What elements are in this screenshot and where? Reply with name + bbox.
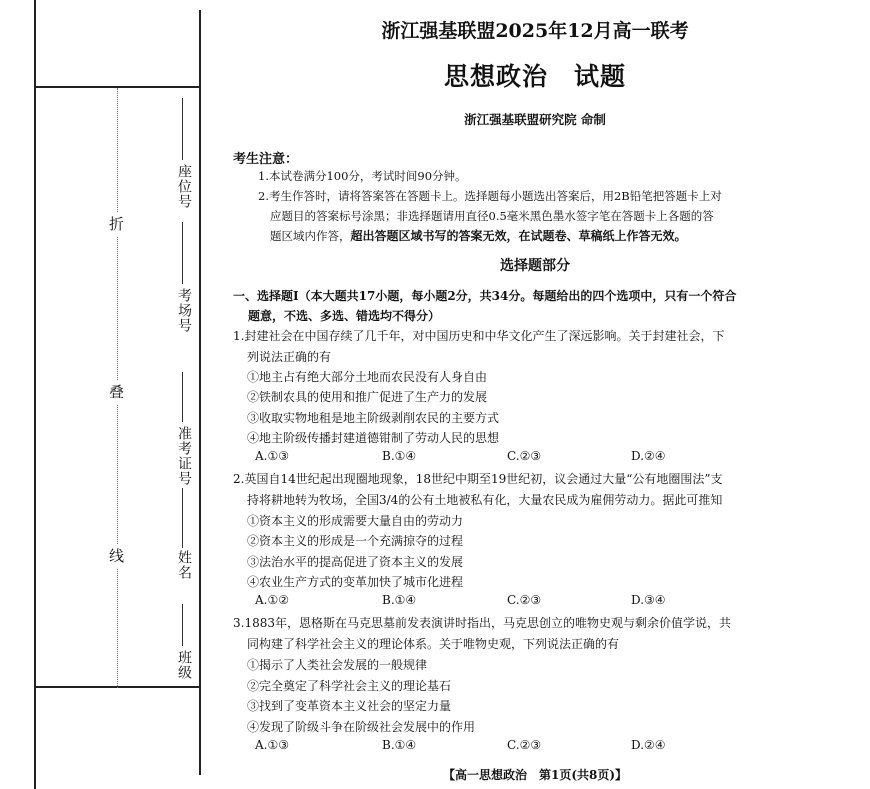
class-line — [182, 604, 183, 646]
question-2-choice-c: C.②③ — [507, 593, 542, 607]
binding-strip — [0, 0, 200, 789]
exam-room-line — [182, 222, 183, 284]
question-3-line-2: 同构建了科学社会主义的理论体系。关于唯物史观，下列说法正确的有 — [247, 637, 620, 651]
notice-item-2-line-2: 应题目的答案标号涂黑；非选择题请用直径0.5毫米黑色墨水签字笔在答题卡上各题的答 — [270, 209, 714, 223]
question-1-stem — [233, 326, 833, 368]
question-2-stem — [233, 469, 833, 511]
question-3-option-2: ②完全奠定了科学社会主义的理论基石 — [247, 679, 452, 693]
question-3-choice-a: A.①③ — [255, 738, 289, 752]
subject-title — [210, 57, 860, 93]
fold-char-1: 折 — [109, 212, 124, 236]
question-1-option-3: ③收取实物地租是地主阶级剥削农民的主要方式 — [247, 411, 500, 425]
seat-number-label: 座位号 — [176, 164, 192, 209]
question-2-choice-b: B.①④ — [382, 593, 417, 607]
subject-name: 思想政治 — [443, 62, 548, 91]
exam-page — [210, 0, 860, 789]
class-field — [160, 604, 200, 694]
question-2-choice-d: D.③④ — [631, 593, 666, 607]
notice-heading: 考生注意： — [233, 152, 299, 167]
class-label: 班级 — [176, 650, 192, 680]
part-heading — [233, 286, 843, 326]
question-3-stem — [233, 613, 833, 655]
notice-warning: 超出答题区域书写的答案无效，在试题卷、草稿纸上作答无效。 — [350, 229, 687, 243]
exam-room-label: 考场号 — [176, 288, 192, 333]
fold-char-2: 叠 — [109, 380, 124, 404]
question-1-choices — [255, 449, 815, 469]
question-1-choice-c: C.②③ — [507, 449, 542, 463]
strip-left-border — [34, 0, 36, 789]
question-2-option-1: ①资本主义的形成需要大量自由的劳动力 — [247, 514, 464, 528]
exam-title: 浙江强基联盟2025年12月高一联考 — [381, 20, 689, 42]
question-1-choice-a: A.①③ — [255, 449, 289, 463]
question-2-choice-a: A.①② — [255, 593, 289, 607]
notice-item-2-line-3-a: 题区域内作答， — [270, 229, 351, 243]
part-heading-line-1: 一、选择题Ⅰ（本大题共17小题，每小题2分，共34分。每题给出的四个选项中，只有一个符合 — [233, 289, 737, 303]
question-1-option-2: ②铁制农具的使用和推广促进了生产力的发展 — [247, 390, 488, 404]
question-2-line-2: 持将耕地转为牧场，全国3/4的公有土地被私有化，大量农民成为雇佣劳动力。据此可推知 — [247, 493, 723, 507]
notice-item-1: 1.本试卷满分100分，考试时间90分钟。 — [258, 169, 467, 183]
question-2-option-3: ③法治水平的提高促进了资本主义的发展 — [247, 555, 464, 569]
question-3-option-4: ④发现了阶级斗争在阶级社会发展中的作用 — [247, 720, 476, 734]
question-1-option-4: ④地主阶级传播封建道德钳制了劳动人民的思想 — [247, 431, 500, 445]
exam-room-field — [160, 222, 200, 352]
fold-char-3: 线 — [109, 544, 124, 568]
question-2-option-2: ②资本主义的形成是一个充满掠夺的过程 — [247, 534, 464, 548]
name-line — [182, 488, 183, 548]
paper-label: 试题 — [574, 62, 627, 91]
admission-number-line — [182, 372, 183, 422]
notice-item-2-line-1: 2.考生作答时，请将答案答在答题卡上。选择题每小题选出答案后，用2B铅笔把答题卡上对 — [258, 189, 722, 203]
question-1-choice-d: D.②④ — [631, 449, 666, 463]
question-3-choice-c: C.②③ — [507, 738, 542, 752]
seat-number-line — [182, 98, 183, 160]
section-title: 选择题部分 — [500, 258, 570, 274]
question-1-choice-b: B.①④ — [382, 449, 417, 463]
question-3-option-1: ①揭示了人类社会发展的一般规律 — [247, 658, 428, 672]
producer-line: 浙江强基联盟研究院 命制 — [464, 112, 606, 127]
part-heading-line-2: 题意，不选、多选、错选均不得分） — [248, 309, 441, 323]
name-field — [160, 488, 200, 598]
question-2-line-1: 2.英国自14世纪起出现圈地现象，18世纪中期至19世纪初，议会通过大量“公有地圈围法”支 — [233, 472, 723, 486]
notice-item-2-line-3 — [270, 226, 850, 246]
question-3-line-1: 3.1883年，恩格斯在马克思墓前发表演讲时指出，马克思创立的唯物史观与剩余价值学说，共 — [233, 616, 731, 630]
question-2-option-4: ④农业生产方式的变革加快了城市化进程 — [247, 575, 464, 589]
question-3-choice-d: D.②④ — [631, 738, 666, 752]
page-footer: 【高一思想政治 第1页(共8页)】 — [442, 768, 628, 782]
question-3-choices — [255, 738, 815, 758]
question-3-option-3: ③找到了变革资本主义社会的坚定力量 — [247, 699, 452, 713]
name-label: 姓名 — [176, 550, 192, 580]
question-1-option-1: ①地主占有绝大部分土地而农民没有人身自由 — [247, 370, 488, 384]
question-2-choices — [255, 593, 815, 613]
question-1-line-1: 1.封建社会在中国存续了几千年，对中国历史和中华文化产生了深远影响。关于封建社会，下 — [233, 329, 725, 343]
question-3-choice-b: B.①④ — [382, 738, 417, 752]
admission-number-label: 准考证号 — [176, 426, 192, 486]
question-1-line-2: 列说法正确的有 — [247, 350, 332, 364]
